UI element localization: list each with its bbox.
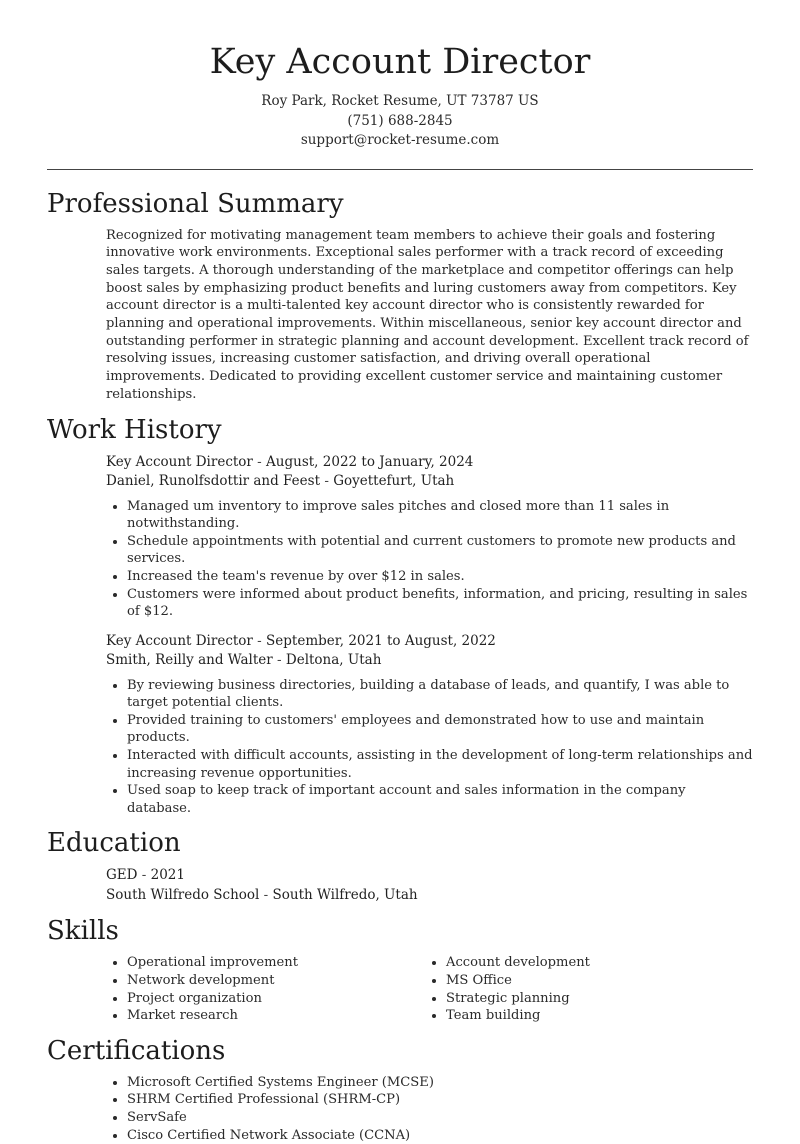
resume-header <box>0 0 800 151</box>
list-item: • Managed um inventory to improve sales pitches and closed more than 11 sales in notwithstanding. <box>127 498 753 533</box>
education-heading: Education <box>47 828 181 859</box>
skills-grid <box>0 954 800 1024</box>
summary-section <box>0 187 800 404</box>
work-history-section <box>0 413 800 818</box>
certification-item: • Microsoft Certified Systems Engineer (MCSE) <box>127 1074 753 1092</box>
job-role: Key Account Director <box>106 632 253 649</box>
list-item: • Customers were informed about product benefits, information, and pricing, resulting in sales of $12. <box>127 586 753 621</box>
education-location: South Wilfredo, Utah <box>272 886 418 903</box>
job-company-line <box>106 651 753 671</box>
skill-item: • Team building <box>446 1007 744 1025</box>
job-location: Goyettefurt, Utah <box>333 473 455 490</box>
job-title-line <box>106 453 753 473</box>
certification-item: • Cisco Certified Network Associate (CCNA) <box>127 1127 753 1144</box>
certifications-heading: Certifications <box>47 1035 226 1066</box>
education-entry <box>0 866 800 905</box>
separator: - <box>272 652 286 669</box>
list-item: • Interacted with difficult accounts, assisting in the development of long-term relationships and increasing revenue opportunities. <box>127 747 753 782</box>
job-company: Daniel, Runolfsdottir and Feest <box>106 473 321 490</box>
job-bullets <box>106 677 753 818</box>
contact-email: support@rocket-resume.com <box>300 132 500 148</box>
skill-item: • Strategic planning <box>446 990 744 1008</box>
contact-block <box>0 92 800 151</box>
education-degree: GED <box>106 867 138 884</box>
skill-item: • Operational improvement <box>127 954 425 972</box>
contact-address: Roy Park, Rocket Resume, UT 73787 US <box>261 93 539 109</box>
certifications-list-wrap <box>0 1074 800 1144</box>
separator: - <box>137 867 151 884</box>
contact-phone: (751) 688-2845 <box>347 112 453 129</box>
education-degree-line <box>106 866 753 886</box>
separator: - <box>320 473 334 490</box>
summary-heading: Professional Summary <box>47 188 344 219</box>
job-title-line <box>106 632 753 652</box>
header-divider <box>47 169 753 170</box>
education-year: 2021 <box>150 867 185 884</box>
list-item: • By reviewing business directories, building a database of leads, and quantify, I was able to target potential clients. <box>127 677 753 712</box>
education-school-line <box>106 886 753 906</box>
list-item: • Used soap to keep track of important account and sales information in the company database. <box>127 782 753 817</box>
skills-section <box>0 914 800 1024</box>
skill-item: • MS Office <box>446 972 744 990</box>
job-role: Key Account Director <box>106 453 253 470</box>
skill-item: • Account development <box>446 954 744 972</box>
skills-left-column <box>106 954 425 1024</box>
list-item: • Increased the team's revenue by over $12 in sales. <box>127 568 753 586</box>
job-dates: September, 2021 to August, 2022 <box>266 632 496 649</box>
job-dates: August, 2022 to January, 2024 <box>266 453 474 470</box>
separator: - <box>252 453 267 470</box>
job-location: Deltona, Utah <box>285 652 382 669</box>
job-bullets <box>106 498 753 621</box>
job-company: Smith, Reilly and Walter <box>106 652 273 669</box>
resume-title: Key Account Director <box>209 42 591 82</box>
certifications-list <box>106 1074 753 1144</box>
work-history-heading: Work History <box>47 414 222 445</box>
summary-text: Recognized for motivating management team members to achieve their goals and fostering innovative work environments. Exceptional sales performer with a track record of exceeding sales targets. A thorough understanding of the marketplace and competitor offerings can help boost sales by emphasizing product benefits and luring customers away from competitors. Key account director is a multi-talented key account director who is consistently rewarded for planning and operational improvements. Within miscellaneous, senior key account director and outstanding performer in strategic planning and account development. Excellent track record of resolving issues, increasing customer satisfaction, and driving overall operational improvements. Dedicated to providing excellent customer service and maintaining customer relationships. <box>106 227 749 402</box>
list-item: • Provided training to customers' employees and demonstrated how to use and maintain products. <box>127 712 753 747</box>
certification-item: • ServSafe <box>127 1109 753 1127</box>
certifications-section <box>0 1034 800 1144</box>
list-item: • Schedule appointments with potential and current customers to promote new products and services. <box>127 533 753 568</box>
job-company-line <box>106 472 753 492</box>
certification-item: • SHRM Certified Professional (SHRM-CP) <box>127 1091 753 1109</box>
skill-item: • Project organization <box>127 990 425 1008</box>
job-entry <box>0 453 800 621</box>
skills-right-column <box>425 954 744 1024</box>
separator: - <box>259 886 273 903</box>
separator: - <box>252 632 267 649</box>
education-section <box>0 826 800 905</box>
skill-item: • Network development <box>127 972 425 990</box>
education-school: South Wilfredo School <box>106 886 260 903</box>
skill-item: • Market research <box>127 1007 425 1025</box>
skills-heading: Skills <box>47 916 119 947</box>
job-entry <box>0 632 800 818</box>
